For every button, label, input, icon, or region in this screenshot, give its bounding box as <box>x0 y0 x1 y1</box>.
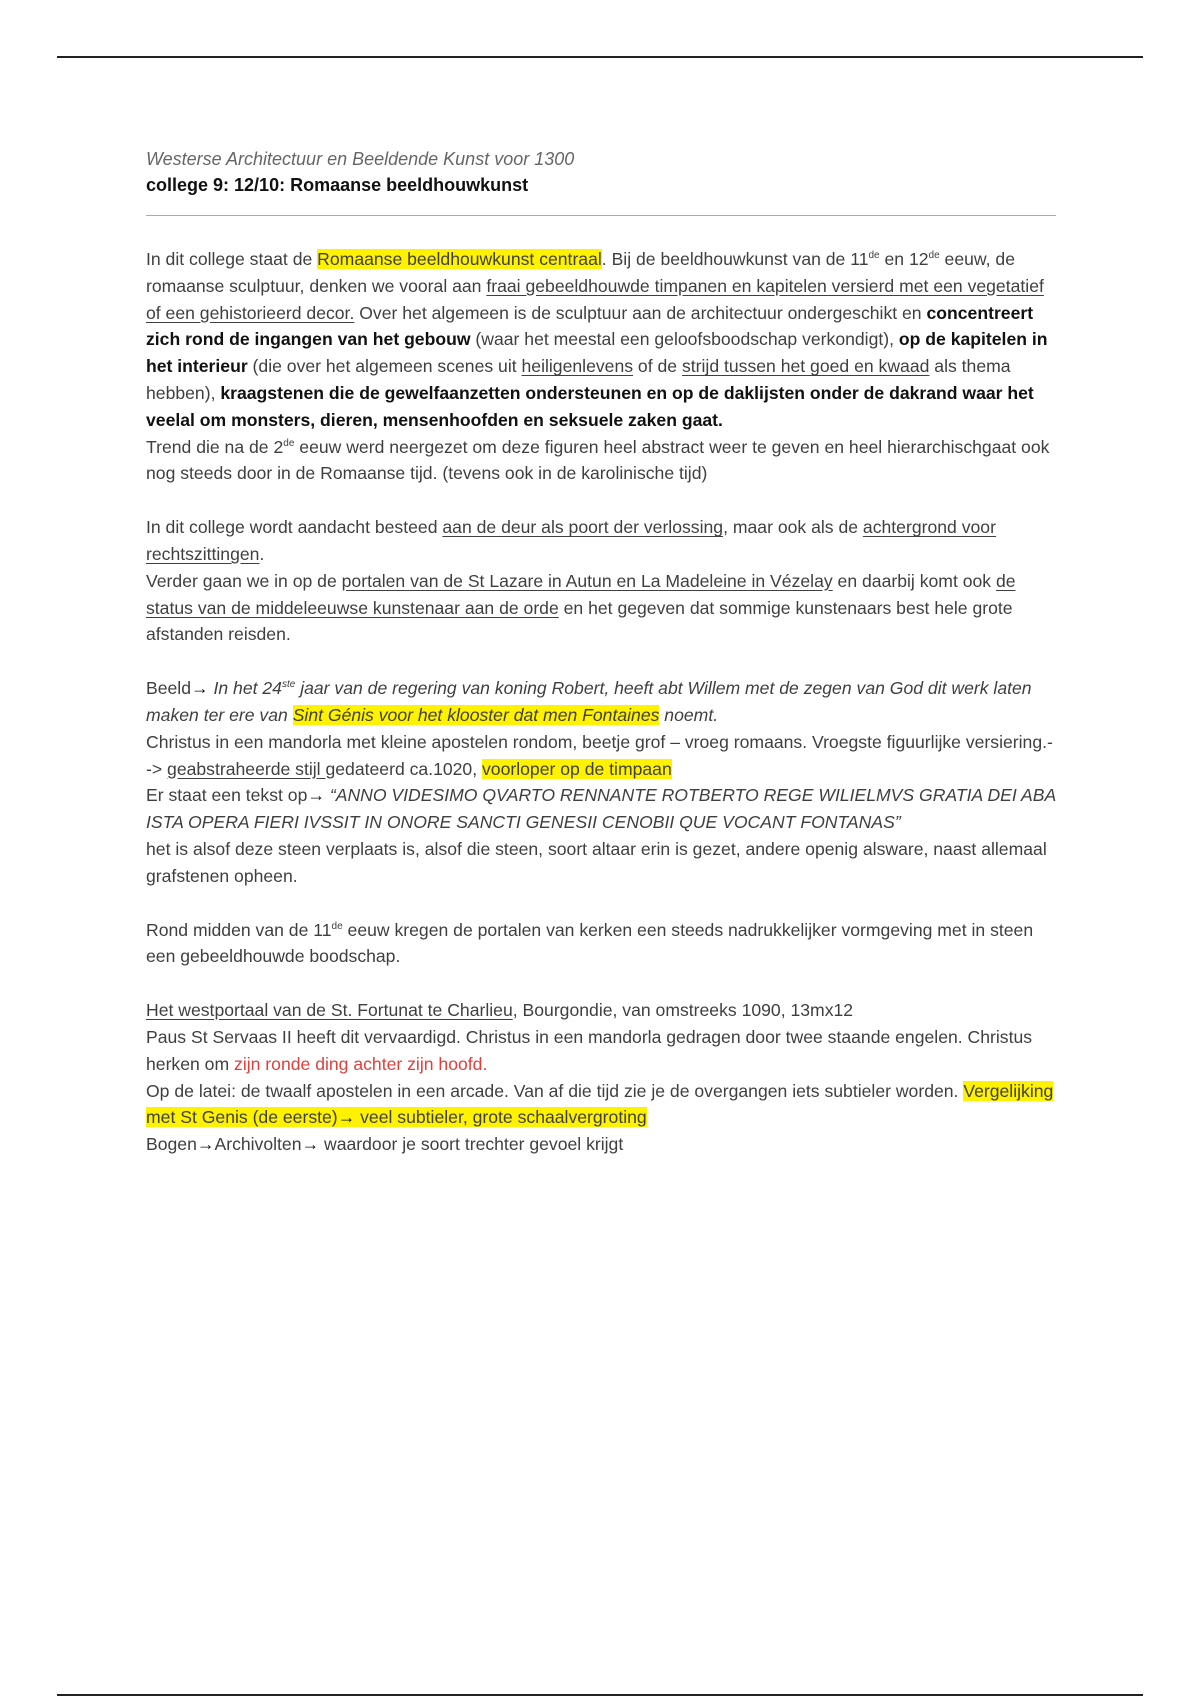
italic-text: noemt. <box>659 704 719 725</box>
paragraph-gap <box>146 487 1056 514</box>
paragraph-trend <box>146 434 1056 488</box>
text-span: , maar ook als de <box>723 517 863 538</box>
text-span: In dit college staat de <box>146 249 318 269</box>
superscript: de <box>868 250 880 262</box>
text-span: veel subtieler, grote schaalvergroting <box>355 1107 647 1128</box>
paragraph-stone: het is alsof deze steen verplaats is, alsof die steen, soort altaar erin is gezet, andere openig alsware, naast allemaal grafstenen opheen. <box>146 838 1047 886</box>
italic-text: jaar van de regering van koning Robert, heeft abt Willem met de zegen van God dit werk laten maken ter ere van <box>146 678 1032 725</box>
arrow-icon: → <box>307 785 325 806</box>
paragraph-intro <box>146 246 1056 434</box>
bold-text: concentreert zich rond de ingangen van het gebouw <box>146 302 1034 350</box>
text-span: Er staat een tekst op <box>146 785 308 806</box>
text-span: eeuw, de romaanse sculptuur, denken we vooral aan <box>146 249 1015 296</box>
text-span: als thema hebben), <box>146 356 1011 403</box>
text-span: gedateerd ca.1020, <box>325 758 482 779</box>
paragraph-bogen <box>146 1131 1056 1158</box>
text-span: Archivolten <box>214 1134 302 1155</box>
lecture-title: college 9: 12/10: Romaanse beeldhouwkunst <box>146 175 529 195</box>
underlined-text: heiligenlevens <box>521 356 634 377</box>
text-span: Beeld <box>146 678 191 699</box>
text-span: In dit college wordt aandacht besteed <box>146 517 443 538</box>
page-bottom-rule <box>57 1694 1143 1696</box>
highlight: Romaanse beeldhouwkunst centraal <box>317 249 602 269</box>
paragraph-latei <box>146 1078 1056 1132</box>
document-page <box>146 146 1056 1158</box>
text-span: . Bij de beeldhouwkunst van de 11 <box>601 249 869 269</box>
highlight: Sint Génis voor het klooster dat men Fontaines <box>292 704 660 725</box>
course-title: Westerse Architectuur en Beeldende Kunst voor 1300 <box>146 149 575 169</box>
bold-text: kraagstenen die de gewelfaanzetten ondersteunen en op de daklijsten onder de dakrand waar het veelal om monsters, dieren, mensenhoofden en seksuele zaken gaat. <box>146 382 1034 430</box>
title-divider <box>146 215 1056 216</box>
paragraph-gap <box>146 890 1056 917</box>
underlined-text: achtergrond voor rechtszittingen <box>146 517 996 564</box>
arrow-icon: → <box>191 678 209 699</box>
underlined-text: Het westportaal van de St. Fortunat te Charlieu <box>146 1000 513 1021</box>
text-span: Trend die na de 2 <box>146 436 284 457</box>
arrow-icon: → <box>301 1134 320 1155</box>
red-text: zijn ronde ding achter zijn hoofd. <box>234 1053 488 1074</box>
superscript: de <box>331 920 343 932</box>
arrow-icon: → <box>196 1134 215 1155</box>
text-span: Christus in een mandorla met kleine apostelen rondom, beetje grof – vroeg romaans. Vroegste figuurlijke versiering.--> <box>146 731 1053 779</box>
text-span: . <box>259 543 265 564</box>
text-span: Vergelijking met St Genis (de eerste) <box>146 1080 1054 1128</box>
paragraph-inscription <box>146 782 1056 836</box>
underlined-text: aan de deur als poort der verlossing <box>442 517 724 538</box>
text-span: Rond midden van de 11 <box>146 919 332 940</box>
paragraph-gap <box>146 970 1056 997</box>
text-span: eeuw werd neergezet om deze figuren heel abstract weer te geven en heel hierarchischgaat ook nog steeds door in de Romaanse tijd. (tevens ook in de karolinische tijd) <box>146 436 1050 484</box>
paragraph-servaas <box>146 1024 1056 1078</box>
bold-text: op de kapitelen in het interieur <box>146 329 1048 377</box>
underlined-text: fraai gebeeldhouwde timpanen en kapitelen versierd met een vegetatief of een gehistorieerd decor. <box>146 275 1044 323</box>
paragraph-christus <box>146 729 1056 783</box>
text-span: (waar het meestal een geloofsboodschap verkondigt), <box>470 329 899 350</box>
paragraph-gap <box>146 648 1056 675</box>
text-span: of de <box>633 356 682 377</box>
paragraph-eleventh <box>146 917 1056 971</box>
text-span: en 12 <box>879 249 929 269</box>
text-span: Verder gaan we in op de <box>146 570 342 591</box>
text-span: Bogen <box>146 1134 197 1155</box>
text-span: Op de latei: de twaalf apostelen in een arcade. Van af die tijd zie je de overgangen iets subtieler worden. <box>146 1080 964 1101</box>
underlined-text: de status van de middeleeuwse kunstenaar aan de orde <box>146 570 1016 618</box>
superscript: de <box>283 437 295 449</box>
arrow-icon: → <box>337 1107 356 1128</box>
underlined-text: geabstraheerde stijl <box>167 758 326 779</box>
underlined-text: strijd tussen het goed en kwaad <box>681 356 930 377</box>
superscript: de <box>928 250 940 262</box>
italic-text: In het 24 <box>208 678 282 699</box>
text-span: Over het algemeen is de sculptuur aan de architectuur ondergeschikt en <box>354 302 927 323</box>
highlight: voorloper op de timpaan <box>482 758 672 779</box>
text-span: eeuw kregen de portalen van kerken een steeds nadrukkelijker vormgeving met in steen een gebeeldhouwde boodschap. <box>146 919 1034 967</box>
paragraph-charlieu <box>146 997 1056 1024</box>
text-span: waardoor je soort trechter gevoel krijgt <box>319 1134 624 1155</box>
text-span: , Bourgondie, van omstreeks 1090, 13mx12 <box>512 1000 854 1021</box>
paragraph-door <box>146 514 1056 568</box>
superscript: ste <box>281 679 296 691</box>
text-span: en daarbij komt ook <box>832 570 996 591</box>
text-span: (die over het algemeen scenes uit <box>247 356 522 377</box>
paragraph-beeld <box>146 675 1056 729</box>
page-top-rule <box>57 56 1143 58</box>
underlined-text: portalen van de St Lazare in Autun en La Madeleine in Vézelay <box>341 570 833 591</box>
text-span: Paus St Servaas II heeft dit vervaardigd. Christus in een mandorla gedragen door twee staande engelen. Christus herken om <box>146 1026 1033 1074</box>
text-span: en het gegeven dat sommige kunstenaars best hele grote afstanden reisden. <box>146 597 1013 645</box>
italic-text: “ANNO VIDESIMO QVARTO RENNANTE ROTBERTO REGE WILIELMVS GRATIA DEI ABA ISTA OPERA FIERI IVSSIT IN ONORE SANCTI GENESII CENOBII QUE VOCANT FONTANAS” <box>146 785 1056 833</box>
paragraph-portals <box>146 568 1056 648</box>
